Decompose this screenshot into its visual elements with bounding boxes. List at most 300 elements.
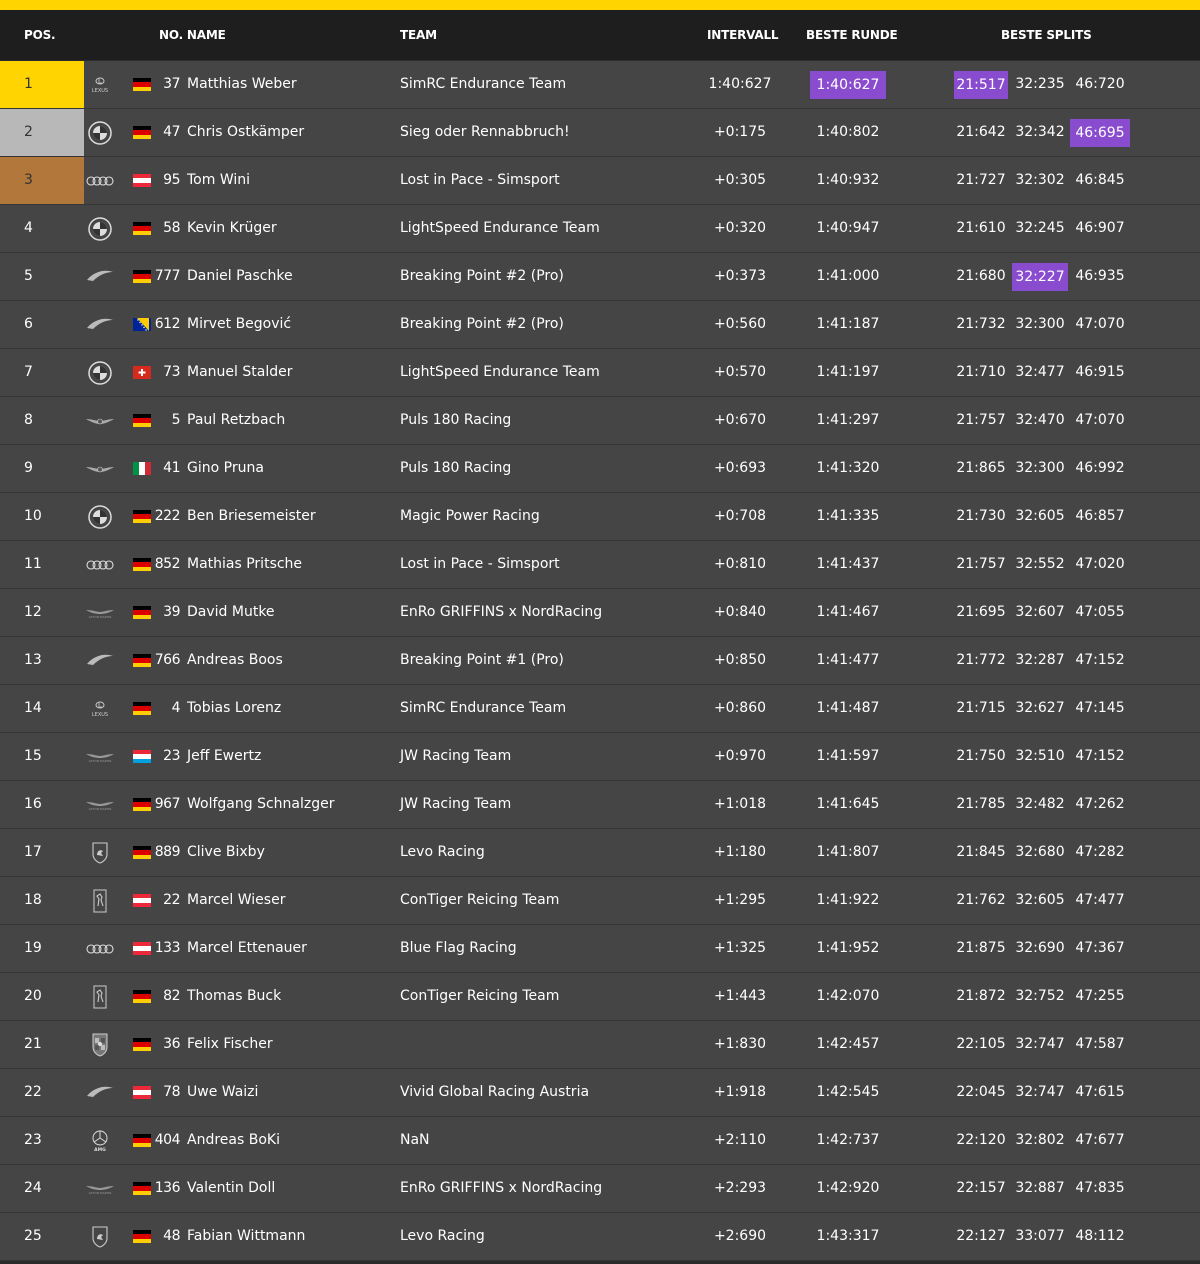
svg-text:ASTON MARTIN: ASTON MARTIN xyxy=(88,807,112,811)
best-lap: 1:40:932 xyxy=(816,172,880,188)
mclaren-icon xyxy=(84,265,116,289)
position-cell: 12 xyxy=(24,604,42,620)
header-best-lap: BESTE RUNDE xyxy=(806,28,898,42)
aston-martin-icon xyxy=(84,1177,116,1201)
position-cell: 13 xyxy=(24,652,42,668)
interval: +0:373 xyxy=(713,268,767,284)
team-name: Levo Racing xyxy=(400,844,485,860)
driver-name: David Mutke xyxy=(187,604,275,620)
interval: +0:305 xyxy=(713,172,767,188)
team-name: Levo Racing xyxy=(400,1228,485,1244)
flag-ba-icon xyxy=(133,318,151,331)
team-name: Puls 180 Racing xyxy=(400,460,512,476)
mclaren-icon xyxy=(84,649,116,673)
split-3: 47:677 xyxy=(1075,1132,1125,1148)
split-1: 21:757 xyxy=(956,412,1006,428)
split-1: 21:730 xyxy=(956,508,1006,524)
svg-text:ASTON MARTIN: ASTON MARTIN xyxy=(88,759,112,763)
driver-name: Valentin Doll xyxy=(187,1180,276,1196)
driver-name: Andreas Boos xyxy=(187,652,283,668)
audi-icon xyxy=(84,937,116,961)
interval: +1:443 xyxy=(713,988,767,1004)
position-cell: 5 xyxy=(24,268,33,284)
table-row[interactable] xyxy=(0,973,1200,1021)
flag-at-icon xyxy=(133,1086,151,1099)
ferrari-icon xyxy=(84,985,116,1009)
flag-at-icon xyxy=(133,174,151,187)
table-row[interactable] xyxy=(0,253,1200,301)
team-name: Vivid Global Racing Austria xyxy=(400,1084,590,1100)
split-1: 21:750 xyxy=(956,748,1006,764)
aston-martin-icon xyxy=(84,601,116,625)
position-cell: 22 xyxy=(24,1084,42,1100)
best-lap: 1:41:197 xyxy=(816,364,880,380)
table-row[interactable] xyxy=(0,397,1200,445)
position-cell: 11 xyxy=(24,556,42,572)
best-lap: 1:42:457 xyxy=(816,1036,880,1052)
lamborghini-icon xyxy=(84,841,116,865)
split-1: 21:715 xyxy=(956,700,1006,716)
table-row[interactable] xyxy=(0,445,1200,493)
split-1: 21:785 xyxy=(956,796,1006,812)
interval: +2:690 xyxy=(713,1228,767,1244)
aston-martin-icon xyxy=(84,793,116,817)
team-name: ConTiger Reicing Team xyxy=(400,988,560,1004)
split-2: 32:300 xyxy=(1015,316,1065,332)
driver-name: Marcel Ettenauer xyxy=(187,940,307,956)
flag-de-icon xyxy=(133,126,151,139)
split-2: 32:680 xyxy=(1015,844,1065,860)
table-row[interactable] xyxy=(0,877,1200,925)
car-number: 39 xyxy=(163,604,180,620)
car-number: 612 xyxy=(154,316,180,332)
team-name: EnRo GRIFFINS x NordRacing xyxy=(400,604,603,620)
driver-name: Andreas BoKi xyxy=(187,1132,280,1148)
split-1: 21:610 xyxy=(956,220,1006,236)
split-3: 46:857 xyxy=(1075,508,1125,524)
car-number: 47 xyxy=(163,124,180,140)
table-row[interactable] xyxy=(0,109,1200,157)
team-name: SimRC Endurance Team xyxy=(400,76,567,92)
driver-name: Wolfgang Schnalzger xyxy=(187,796,335,812)
mclaren-icon xyxy=(84,313,116,337)
best-lap: 1:41:477 xyxy=(816,652,880,668)
mclaren-icon xyxy=(84,1081,116,1105)
best-lap: 1:42:545 xyxy=(816,1084,880,1100)
split-3: 47:587 xyxy=(1075,1036,1125,1052)
bmw-icon xyxy=(84,121,116,145)
split-2: 33:077 xyxy=(1015,1228,1065,1244)
split-2: 32:887 xyxy=(1015,1180,1065,1196)
car-number: 404 xyxy=(154,1132,180,1148)
flag-de-icon xyxy=(133,798,151,811)
team-name: Breaking Point #1 (Pro) xyxy=(400,652,564,668)
mercedes-amg-icon xyxy=(84,1129,116,1153)
position-cell: 21 xyxy=(24,1036,42,1052)
flag-de-icon xyxy=(133,846,151,859)
interval: +0:175 xyxy=(713,124,767,140)
svg-text:ASTON MARTIN: ASTON MARTIN xyxy=(88,1191,112,1195)
best-lap: 1:41:645 xyxy=(816,796,880,812)
split-2: 32:235 xyxy=(1015,76,1065,92)
table-row[interactable] xyxy=(0,1021,1200,1069)
results-table xyxy=(0,61,1200,1261)
team-name: EnRo GRIFFINS x NordRacing xyxy=(400,1180,603,1196)
driver-name: Ben Briesemeister xyxy=(187,508,316,524)
split-3: 47:145 xyxy=(1075,700,1125,716)
split-2: 32:690 xyxy=(1015,940,1065,956)
driver-name: Felix Fischer xyxy=(187,1036,273,1052)
split-1: 21:710 xyxy=(956,364,1006,380)
split-1: 21:732 xyxy=(956,316,1006,332)
position-cell: 10 xyxy=(24,508,42,524)
table-row[interactable] xyxy=(0,493,1200,541)
team-name: Lost in Pace - Simsport xyxy=(400,172,560,188)
header-intervall: INTERVALL xyxy=(707,28,779,42)
bmw-icon xyxy=(84,217,116,241)
split-3: 47:070 xyxy=(1075,316,1125,332)
svg-text:LEXUS: LEXUS xyxy=(91,88,109,94)
table-row[interactable] xyxy=(0,925,1200,973)
team-name: Lost in Pace - Simsport xyxy=(400,556,560,572)
position-cell: 8 xyxy=(24,412,33,428)
position-cell: 2 xyxy=(0,109,84,156)
table-row[interactable] xyxy=(0,541,1200,589)
position-cell: 6 xyxy=(24,316,33,332)
split-1: 21:642 xyxy=(956,124,1006,140)
svg-text:ASTON MARTIN: ASTON MARTIN xyxy=(88,615,112,619)
split-1: 21:517 xyxy=(954,71,1008,99)
best-lap: 1:41:922 xyxy=(816,892,880,908)
interval: +2:293 xyxy=(713,1180,767,1196)
split-3: 46:935 xyxy=(1075,268,1125,284)
porsche-icon xyxy=(84,1033,116,1057)
table-row[interactable] xyxy=(0,829,1200,877)
split-2: 32:302 xyxy=(1015,172,1065,188)
svg-text:LEXUS: LEXUS xyxy=(91,712,109,718)
split-3: 47:477 xyxy=(1075,892,1125,908)
interval: +1:830 xyxy=(713,1036,767,1052)
flag-de-icon xyxy=(133,654,151,667)
best-lap: 1:41:807 xyxy=(816,844,880,860)
accent-bar xyxy=(0,0,1200,10)
car-number: 37 xyxy=(163,76,180,92)
flag-de-icon xyxy=(133,1182,151,1195)
split-2: 32:227 xyxy=(1012,263,1068,291)
flag-de-icon xyxy=(133,270,151,283)
lexus-icon xyxy=(84,697,116,721)
best-lap: 1:41:187 xyxy=(816,316,880,332)
car-number: 136 xyxy=(154,1180,180,1196)
driver-name: Manuel Stalder xyxy=(187,364,293,380)
position-cell: 25 xyxy=(24,1228,42,1244)
car-number: 222 xyxy=(154,508,180,524)
table-row[interactable] xyxy=(0,157,1200,205)
car-number: 23 xyxy=(163,748,180,764)
best-lap: 1:40:802 xyxy=(816,124,880,140)
best-lap: 1:41:297 xyxy=(816,412,880,428)
position-cell: 14 xyxy=(24,700,42,716)
table-row[interactable] xyxy=(0,61,1200,109)
split-2: 32:245 xyxy=(1015,220,1065,236)
interval: +1:180 xyxy=(713,844,767,860)
split-1: 21:865 xyxy=(956,460,1006,476)
flag-de-icon xyxy=(133,606,151,619)
flag-at-icon xyxy=(133,894,151,907)
team-name: JW Racing Team xyxy=(400,796,512,812)
split-3: 47:020 xyxy=(1075,556,1125,572)
table-row[interactable] xyxy=(0,1117,1200,1165)
position-cell: 17 xyxy=(24,844,42,860)
split-3: 47:282 xyxy=(1075,844,1125,860)
split-1: 21:875 xyxy=(956,940,1006,956)
car-number: 133 xyxy=(154,940,180,956)
interval: 1:40:627 xyxy=(708,76,772,92)
split-3: 46:695 xyxy=(1070,119,1130,147)
team-name: Magic Power Racing xyxy=(400,508,540,524)
interval: +0:320 xyxy=(713,220,767,236)
flag-de-icon xyxy=(133,414,151,427)
split-3: 47:835 xyxy=(1075,1180,1125,1196)
table-row[interactable] xyxy=(0,205,1200,253)
driver-name: Kevin Krüger xyxy=(187,220,277,236)
header-team: TEAM xyxy=(400,28,437,42)
car-number: 82 xyxy=(163,988,180,1004)
lexus-icon xyxy=(84,73,116,97)
split-2: 32:470 xyxy=(1015,412,1065,428)
team-name: LightSpeed Endurance Team xyxy=(400,220,600,236)
team-name: Puls 180 Racing xyxy=(400,412,512,428)
car-number: 22 xyxy=(163,892,180,908)
interval: +1:918 xyxy=(713,1084,767,1100)
split-3: 46:915 xyxy=(1075,364,1125,380)
flag-lu-icon xyxy=(133,750,151,763)
split-1: 21:727 xyxy=(956,172,1006,188)
split-3: 46:720 xyxy=(1075,76,1125,92)
split-2: 32:510 xyxy=(1015,748,1065,764)
split-2: 32:747 xyxy=(1015,1084,1065,1100)
car-number: 5 xyxy=(171,412,180,428)
team-name: NaN xyxy=(400,1132,430,1148)
driver-name: Gino Pruna xyxy=(187,460,264,476)
interval: +0:850 xyxy=(713,652,767,668)
car-number: 4 xyxy=(171,700,180,716)
table-row[interactable] xyxy=(0,637,1200,685)
split-2: 32:747 xyxy=(1015,1036,1065,1052)
split-1: 21:772 xyxy=(956,652,1006,668)
best-lap: 1:42:920 xyxy=(816,1180,880,1196)
interval: +0:693 xyxy=(713,460,767,476)
best-lap: 1:41:437 xyxy=(816,556,880,572)
car-number: 41 xyxy=(163,460,180,476)
car-number: 73 xyxy=(163,364,180,380)
flag-de-icon xyxy=(133,990,151,1003)
driver-name: Paul Retzbach xyxy=(187,412,286,428)
driver-name: Uwe Waizi xyxy=(187,1084,259,1100)
car-number: 766 xyxy=(154,652,180,668)
split-1: 22:127 xyxy=(956,1228,1006,1244)
interval: +0:970 xyxy=(713,748,767,764)
best-lap: 1:43:317 xyxy=(816,1228,880,1244)
best-lap: 1:41:320 xyxy=(816,460,880,476)
split-2: 32:300 xyxy=(1015,460,1065,476)
interval: +0:860 xyxy=(713,700,767,716)
best-lap: 1:40:627 xyxy=(810,71,886,99)
split-2: 32:627 xyxy=(1015,700,1065,716)
best-lap: 1:41:487 xyxy=(816,700,880,716)
flag-at-icon xyxy=(133,942,151,955)
driver-name: Chris Ostkämper xyxy=(187,124,305,140)
interval: +0:670 xyxy=(713,412,767,428)
bentley-icon xyxy=(84,409,116,433)
flag-ch-icon xyxy=(133,366,151,379)
best-lap: 1:41:335 xyxy=(816,508,880,524)
car-number: 78 xyxy=(163,1084,180,1100)
team-name: Blue Flag Racing xyxy=(400,940,517,956)
table-row[interactable] xyxy=(0,1165,1200,1213)
position-cell: 19 xyxy=(24,940,42,956)
table-row[interactable] xyxy=(0,685,1200,733)
driver-name: Clive Bixby xyxy=(187,844,265,860)
split-1: 21:845 xyxy=(956,844,1006,860)
flag-de-icon xyxy=(133,78,151,91)
interval: +1:018 xyxy=(713,796,767,812)
position-cell: 9 xyxy=(24,460,33,476)
team-name: JW Racing Team xyxy=(400,748,512,764)
table-row[interactable] xyxy=(0,301,1200,349)
header-pos: POS. xyxy=(24,28,56,42)
split-1: 22:157 xyxy=(956,1180,1006,1196)
position-cell: 23 xyxy=(24,1132,42,1148)
audi-icon xyxy=(84,553,116,577)
lamborghini-icon xyxy=(84,1225,116,1249)
split-3: 46:907 xyxy=(1075,220,1125,236)
split-2: 32:605 xyxy=(1015,892,1065,908)
car-number: 889 xyxy=(154,844,180,860)
flag-de-icon xyxy=(133,510,151,523)
split-1: 21:757 xyxy=(956,556,1006,572)
split-1: 22:045 xyxy=(956,1084,1006,1100)
flag-de-icon xyxy=(133,1230,151,1243)
interval: +2:110 xyxy=(713,1132,767,1148)
table-row[interactable] xyxy=(0,1069,1200,1117)
interval: +0:840 xyxy=(713,604,767,620)
driver-name: Matthias Weber xyxy=(187,76,297,92)
car-number: 58 xyxy=(163,220,180,236)
table-row[interactable] xyxy=(0,1213,1200,1261)
car-number: 967 xyxy=(154,796,180,812)
table-row[interactable] xyxy=(0,589,1200,637)
bmw-icon xyxy=(84,361,116,385)
split-3: 47:615 xyxy=(1075,1084,1125,1100)
team-name: LightSpeed Endurance Team xyxy=(400,364,600,380)
split-3: 47:055 xyxy=(1075,604,1125,620)
split-2: 32:752 xyxy=(1015,988,1065,1004)
split-1: 22:120 xyxy=(956,1132,1006,1148)
split-1: 21:680 xyxy=(956,268,1006,284)
flag-de-icon xyxy=(133,1134,151,1147)
split-1: 21:762 xyxy=(956,892,1006,908)
flag-de-icon xyxy=(133,702,151,715)
position-cell: 1 xyxy=(0,61,84,108)
team-name: SimRC Endurance Team xyxy=(400,700,567,716)
team-name: Breaking Point #2 (Pro) xyxy=(400,268,564,284)
split-3: 46:992 xyxy=(1075,460,1125,476)
position-cell: 3 xyxy=(0,157,84,204)
position-cell: 16 xyxy=(24,796,42,812)
split-2: 32:802 xyxy=(1015,1132,1065,1148)
split-3: 46:845 xyxy=(1075,172,1125,188)
split-1: 21:695 xyxy=(956,604,1006,620)
table-row[interactable] xyxy=(0,733,1200,781)
split-3: 47:367 xyxy=(1075,940,1125,956)
header-best-splits: BESTE SPLITS xyxy=(1001,28,1092,42)
position-cell: 7 xyxy=(24,364,33,380)
driver-name: Daniel Paschke xyxy=(187,268,293,284)
audi-icon xyxy=(84,169,116,193)
split-2: 32:342 xyxy=(1015,124,1065,140)
table-row[interactable] xyxy=(0,781,1200,829)
car-number: 36 xyxy=(163,1036,180,1052)
position-cell: 18 xyxy=(24,892,42,908)
split-3: 47:152 xyxy=(1075,652,1125,668)
svg-text:AMG: AMG xyxy=(94,1148,106,1153)
position-cell: 24 xyxy=(24,1180,42,1196)
interval: +0:708 xyxy=(713,508,767,524)
interval: +0:570 xyxy=(713,364,767,380)
team-name: Breaking Point #2 (Pro) xyxy=(400,316,564,332)
split-3: 47:262 xyxy=(1075,796,1125,812)
position-cell: 4 xyxy=(24,220,33,236)
driver-name: Jeff Ewertz xyxy=(187,748,262,764)
driver-name: Tom Wini xyxy=(187,172,251,188)
car-number: 777 xyxy=(154,268,180,284)
car-number: 48 xyxy=(163,1228,180,1244)
table-header xyxy=(0,10,1200,61)
car-number: 852 xyxy=(154,556,180,572)
split-1: 22:105 xyxy=(956,1036,1006,1052)
table-row[interactable] xyxy=(0,349,1200,397)
split-2: 32:552 xyxy=(1015,556,1065,572)
split-3: 47:152 xyxy=(1075,748,1125,764)
interval: +1:295 xyxy=(713,892,767,908)
header-no-name: NO. NAME xyxy=(159,28,226,42)
flag-it-icon xyxy=(133,462,151,475)
team-name: ConTiger Reicing Team xyxy=(400,892,560,908)
best-lap: 1:41:952 xyxy=(816,940,880,956)
aston-martin-icon xyxy=(84,745,116,769)
split-3: 48:112 xyxy=(1075,1228,1125,1244)
split-2: 32:607 xyxy=(1015,604,1065,620)
interval: +0:560 xyxy=(713,316,767,332)
bmw-icon xyxy=(84,505,116,529)
driver-name: Tobias Lorenz xyxy=(187,700,282,716)
driver-name: Fabian Wittmann xyxy=(187,1228,306,1244)
best-lap: 1:42:070 xyxy=(816,988,880,1004)
position-cell: 15 xyxy=(24,748,42,764)
driver-name: Mirvet Begović xyxy=(187,316,292,332)
split-2: 32:482 xyxy=(1015,796,1065,812)
position-cell: 20 xyxy=(24,988,42,1004)
split-2: 32:477 xyxy=(1015,364,1065,380)
team-name: Sieg oder Rennabbruch! xyxy=(400,124,570,140)
flag-de-icon xyxy=(133,1038,151,1051)
flag-de-icon xyxy=(133,222,151,235)
split-2: 32:605 xyxy=(1015,508,1065,524)
best-lap: 1:42:737 xyxy=(816,1132,880,1148)
driver-name: Marcel Wieser xyxy=(187,892,286,908)
split-3: 47:070 xyxy=(1075,412,1125,428)
